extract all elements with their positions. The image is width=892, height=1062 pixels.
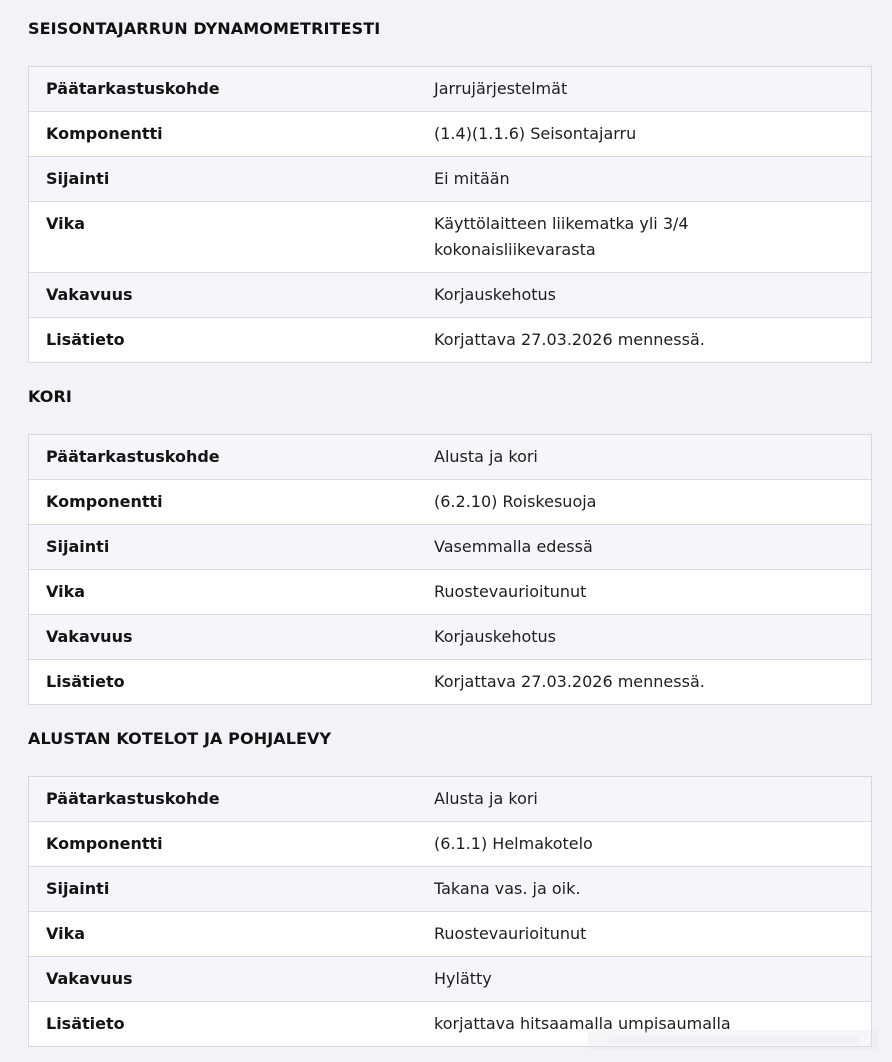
row-value: Takana vas. ja oik.	[434, 867, 872, 912]
section-title-seisontajarru: SEISONTAJARRUN DYNAMOMETRITESTI	[28, 19, 381, 38]
row-label: Päätarkastuskohde	[29, 777, 435, 822]
row-value: Jarrujärjestelmät	[434, 67, 872, 112]
table-row	[29, 615, 872, 660]
table-row	[29, 822, 872, 867]
table-row	[29, 318, 872, 363]
table-row	[29, 435, 872, 480]
row-value: Korjattava 27.03.2026 mennessä.	[434, 660, 872, 705]
row-label: Lisätieto	[29, 1002, 435, 1047]
row-value: (1.4)(1.1.6) Seisontajarru	[434, 112, 872, 157]
section-title-kori: KORI	[28, 387, 72, 406]
defect-table-kori	[28, 434, 872, 705]
row-label: Komponentti	[29, 112, 435, 157]
row-value: Käyttölaitteen liikematka yli 3/4 kokonaisliikevarasta	[434, 202, 872, 273]
row-label: Vakavuus	[29, 957, 435, 1002]
defect-table-alustan-kotelot	[28, 776, 872, 1047]
table-row	[29, 570, 872, 615]
row-label: Sijainti	[29, 867, 435, 912]
row-value: Hylätty	[434, 957, 872, 1002]
row-value: Alusta ja kori	[434, 777, 872, 822]
table-row	[29, 660, 872, 705]
row-label: Vakavuus	[29, 615, 435, 660]
table-row	[29, 525, 872, 570]
row-label: Päätarkastuskohde	[29, 67, 435, 112]
row-value: Ruostevaurioitunut	[434, 912, 872, 957]
row-label: Vika	[29, 570, 435, 615]
row-label: Sijainti	[29, 157, 435, 202]
table-row	[29, 112, 872, 157]
row-value: Ruostevaurioitunut	[434, 570, 872, 615]
row-value: Ei mitään	[434, 157, 872, 202]
row-label: Komponentti	[29, 480, 435, 525]
row-value: Korjauskehotus	[434, 273, 872, 318]
table-row	[29, 67, 872, 112]
watermark-logo	[588, 1022, 878, 1056]
row-label: Vakavuus	[29, 273, 435, 318]
row-value: Alusta ja kori	[434, 435, 872, 480]
table-row	[29, 867, 872, 912]
defect-table-seisontajarru	[28, 66, 872, 363]
row-label: Lisätieto	[29, 660, 435, 705]
section-title-alustan-kotelot: ALUSTAN KOTELOT JA POHJALEVY	[28, 729, 332, 748]
row-value: Korjauskehotus	[434, 615, 872, 660]
table-row	[29, 202, 872, 273]
table-row	[29, 480, 872, 525]
row-label: Vika	[29, 912, 435, 957]
row-value: (6.1.1) Helmakotelo	[434, 822, 872, 867]
table-row	[29, 912, 872, 957]
table-row	[29, 777, 872, 822]
row-label: Sijainti	[29, 525, 435, 570]
table-row	[29, 273, 872, 318]
row-label: Vika	[29, 202, 435, 273]
row-value: korjattava hitsaamalla umpisaumalla	[434, 1002, 872, 1047]
row-label: Lisätieto	[29, 318, 435, 363]
row-value: (6.2.10) Roiskesuoja	[434, 480, 872, 525]
table-row	[29, 157, 872, 202]
row-label: Päätarkastuskohde	[29, 435, 435, 480]
table-row	[29, 957, 872, 1002]
row-label: Komponentti	[29, 822, 435, 867]
row-value: Korjattava 27.03.2026 mennessä.	[434, 318, 872, 363]
row-value: Vasemmalla edessä	[434, 525, 872, 570]
